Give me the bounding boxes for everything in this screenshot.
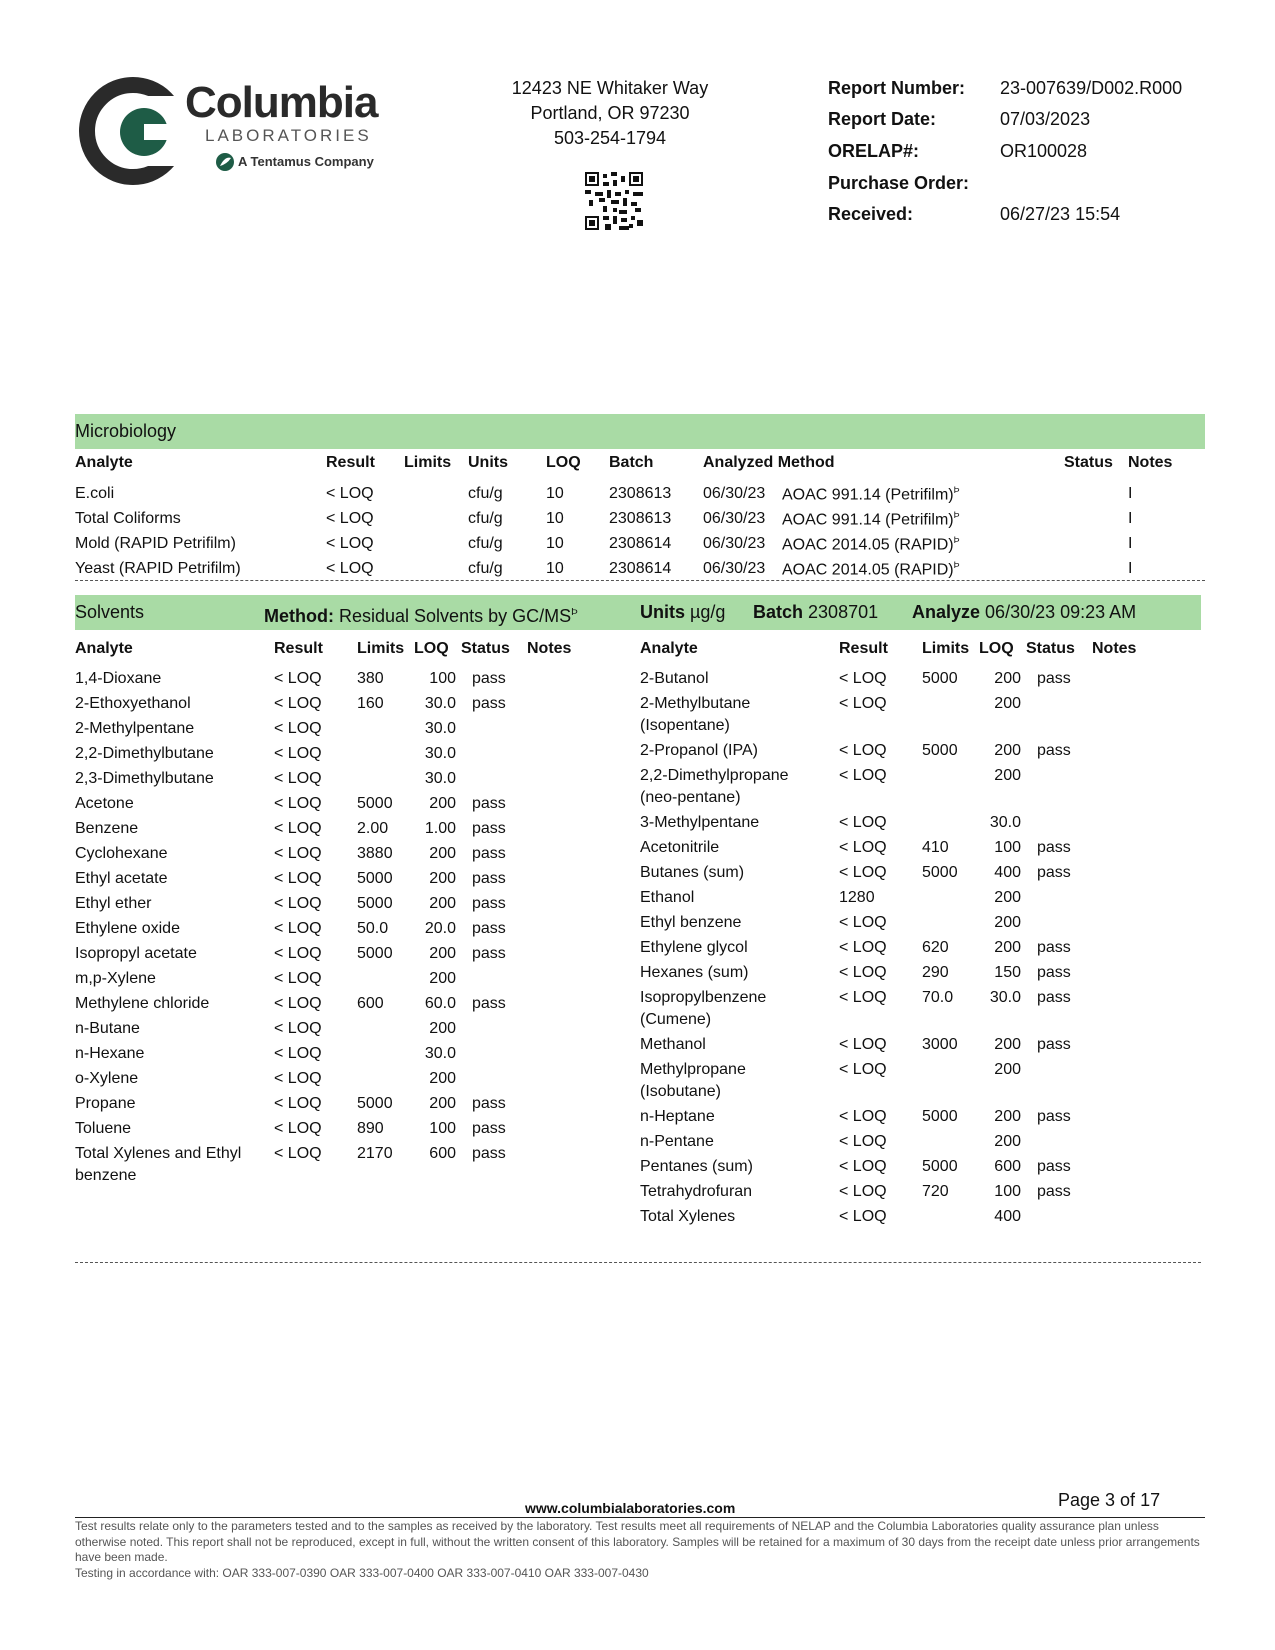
solv-limits: 5000: [357, 1095, 393, 1112]
solv-analyte: Methanol: [640, 1036, 706, 1053]
solv-result: < LOQ: [274, 1145, 322, 1162]
solv-analyte: 2-Butanol: [640, 670, 709, 687]
solv-result: < LOQ: [274, 720, 322, 737]
solv-result: < LOQ: [839, 814, 887, 831]
solv-loq: 200: [429, 795, 456, 812]
report-field-label: ORELAP#:: [828, 141, 920, 161]
solv-limits: 5000: [922, 1158, 958, 1175]
solv-status: pass: [472, 670, 506, 687]
solv-limits: 5000: [922, 742, 958, 759]
solv-status: pass: [1037, 670, 1071, 687]
solv-loq: 100: [429, 1120, 456, 1137]
solv-limits: 3000: [922, 1036, 958, 1053]
address-city: Portland, OR 97230: [530, 103, 690, 123]
solv-limits: 410: [922, 839, 949, 856]
micro-units: cfu/g: [468, 510, 503, 527]
solvents-analyze-label: Analyze: [912, 602, 981, 622]
solv-result: < LOQ: [274, 745, 322, 762]
micro-analyte: Yeast (RAPID Petrifilm): [75, 560, 241, 577]
solv-analyte: n-Hexane: [75, 1045, 145, 1062]
micro-method-mark: Þ: [953, 510, 960, 520]
solv-analyte: Ethyl benzene: [640, 914, 742, 931]
solvents-batch-value: 2308701: [808, 602, 879, 622]
solv-result: < LOQ: [839, 767, 887, 784]
micro-col-analyte: Analyte: [75, 454, 133, 471]
solv-loq: 200: [994, 670, 1021, 687]
solv-result: < LOQ: [839, 1036, 887, 1053]
solv-loq: 30.0: [989, 989, 1021, 1006]
solv-result: < LOQ: [839, 914, 887, 931]
solv-analyte-cont: benzene: [75, 1167, 137, 1184]
solv-col-analyte: Analyte: [640, 640, 698, 657]
logo-tagline: A Tentamus Company: [238, 154, 374, 169]
solv-analyte: Ethyl acetate: [75, 870, 168, 887]
solv-col-status: Status: [1026, 640, 1075, 657]
solv-result: < LOQ: [274, 795, 322, 812]
micro-col-result: Result: [326, 454, 375, 471]
micro-method-text: AOAC 991.14 (Petrifilm): [782, 486, 954, 504]
solv-status: pass: [1037, 1108, 1071, 1125]
solv-result: < LOQ: [839, 1183, 887, 1200]
solv-analyte: Ethanol: [640, 889, 695, 906]
solv-limits: 720: [922, 1183, 949, 1200]
micro-batch: 2308614: [609, 560, 672, 577]
solv-analyte: Ethylene glycol: [640, 939, 748, 956]
solv-status: pass: [472, 1145, 506, 1162]
solv-status: pass: [1037, 964, 1071, 981]
solvents-title: Solvents: [75, 602, 145, 622]
micro-batch: 2308614: [609, 535, 672, 552]
report-field-label: Report Number:: [828, 78, 966, 98]
solv-loq: 200: [994, 1036, 1021, 1053]
report-field-value: OR100028: [1000, 141, 1088, 161]
solv-limits: 70.0: [922, 989, 954, 1006]
micro-method: [782, 560, 960, 579]
solv-analyte: 2,2-Dimethylpropane: [640, 767, 789, 784]
solv-limits: 160: [357, 695, 384, 712]
solvents-units-label: Units: [640, 602, 685, 622]
solv-analyte: Methylpropane: [640, 1061, 746, 1078]
solv-loq: 20.0: [424, 920, 456, 937]
solv-result: < LOQ: [839, 989, 887, 1006]
micro-loq: 10: [546, 535, 564, 552]
page-number: Page 3 of 17: [1058, 1490, 1161, 1510]
solv-result: 1280: [839, 889, 875, 906]
logo-subtitle: LABORATORIES: [205, 126, 372, 145]
solv-status: pass: [472, 870, 506, 887]
solv-analyte: 2-Propanol (IPA): [640, 742, 758, 759]
solv-limits: 380: [357, 670, 384, 687]
solv-col-analyte: Analyte: [75, 640, 133, 657]
solv-analyte: Total Xylenes and Ethyl: [75, 1145, 242, 1162]
logo-wordmark: Columbia: [185, 78, 378, 127]
solv-status: pass: [1037, 864, 1071, 881]
solv-result: < LOQ: [274, 1070, 322, 1087]
micro-method-text: AOAC 991.14 (Petrifilm): [782, 511, 954, 529]
solv-loq: 200: [429, 870, 456, 887]
solv-result: < LOQ: [274, 1095, 322, 1112]
solvents-batch-label: Batch: [753, 602, 804, 622]
solvents-band: [75, 595, 1201, 630]
solv-analyte: n-Heptane: [640, 1108, 715, 1125]
solv-result: < LOQ: [839, 839, 887, 856]
solv-limits: 600: [357, 995, 384, 1012]
solv-analyte: 2-Ethoxyethanol: [75, 695, 191, 712]
solv-loq: 600: [994, 1158, 1021, 1175]
solv-status: pass: [1037, 1183, 1071, 1200]
solv-analyte: Isopropylbenzene: [640, 989, 767, 1006]
solv-status: pass: [472, 795, 506, 812]
solv-limits: 5000: [922, 1108, 958, 1125]
solvents-analyze: [912, 595, 1136, 630]
solv-analyte: Ethyl ether: [75, 895, 152, 912]
solv-result: < LOQ: [274, 920, 322, 937]
solv-loq: 30.0: [424, 770, 456, 787]
micro-col-limits: Limits: [404, 454, 452, 471]
solv-loq: 600: [429, 1145, 456, 1162]
micro-loq: 10: [546, 485, 564, 502]
solv-result: < LOQ: [839, 695, 887, 712]
solv-status: pass: [1037, 989, 1071, 1006]
solv-result: < LOQ: [274, 945, 322, 962]
solv-col-result: Result: [839, 640, 888, 657]
solv-status: pass: [472, 920, 506, 937]
solv-analyte: Toluene: [75, 1120, 132, 1137]
solv-result: < LOQ: [274, 770, 322, 787]
solv-status: pass: [1037, 742, 1071, 759]
solv-col-notes: Notes: [527, 640, 572, 657]
solv-status: pass: [472, 1095, 506, 1112]
solv-analyte: Methylene chloride: [75, 995, 210, 1012]
micro-units: cfu/g: [468, 485, 503, 502]
micro-method-mark: Þ: [953, 485, 960, 495]
solv-analyte: Propane: [75, 1095, 136, 1112]
solvents-method: [264, 595, 578, 634]
solv-analyte: Isopropyl acetate: [75, 945, 197, 962]
solvents-units: [640, 595, 725, 630]
footer-compliance: Testing in accordance with: OAR 333-007-0390 OAR 333-007-0400 OAR 333-007-0410 OAR 333-007-0430: [75, 1566, 649, 1580]
micro-units: cfu/g: [468, 535, 503, 552]
solv-analyte: m,p-Xylene: [75, 970, 156, 987]
solv-analyte-cont: (Isobutane): [640, 1083, 721, 1100]
solv-result: < LOQ: [274, 970, 322, 987]
solv-loq: 200: [994, 939, 1021, 956]
solv-loq: 30.0: [424, 745, 456, 762]
micro-col-method: Analyzed Method: [703, 454, 835, 471]
solv-col-status: Status: [461, 640, 510, 657]
micro-notes: I: [1128, 485, 1133, 502]
solv-result: < LOQ: [839, 742, 887, 759]
solvents-analyze-value: 06/30/23 09:23 AM: [985, 602, 1137, 622]
solv-loq: 100: [429, 670, 456, 687]
solv-analyte: o-Xylene: [75, 1070, 139, 1087]
micro-col-notes: Notes: [1128, 454, 1173, 471]
solv-analyte: n-Butane: [75, 1020, 140, 1037]
micro-notes: I: [1128, 510, 1133, 527]
micro-date: 06/30/23: [703, 485, 766, 502]
solv-limits: 5000: [357, 870, 393, 887]
solv-loq: 200: [429, 1095, 456, 1112]
micro-units: cfu/g: [468, 560, 503, 577]
solv-analyte: 2-Methylbutane: [640, 695, 751, 712]
solv-loq: 200: [429, 1020, 456, 1037]
micro-col-loq: LOQ: [546, 454, 581, 471]
solv-analyte: n-Pentane: [640, 1133, 714, 1150]
solv-loq: 1.00: [424, 820, 456, 837]
micro-method: [782, 485, 960, 504]
solvents-method-value: Residual Solvents by GC/MS: [339, 606, 572, 626]
solv-limits: 620: [922, 939, 949, 956]
solv-limits: 50.0: [357, 920, 389, 937]
solv-loq: 30.0: [424, 1045, 456, 1062]
solv-limits: 890: [357, 1120, 384, 1137]
microbiology-title: Microbiology: [75, 421, 177, 441]
solv-analyte: Pentanes (sum): [640, 1158, 753, 1175]
solv-result: < LOQ: [839, 1158, 887, 1175]
solv-loq: 30.0: [424, 695, 456, 712]
solv-status: pass: [472, 845, 506, 862]
solv-analyte: Cyclohexane: [75, 845, 168, 862]
solv-limits: 5000: [357, 795, 393, 812]
micro-loq: 10: [546, 560, 564, 577]
solv-limits: 290: [922, 964, 949, 981]
solv-col-loq: LOQ: [414, 640, 449, 657]
solv-limits: 2.00: [357, 820, 389, 837]
solv-result: < LOQ: [839, 1108, 887, 1125]
solv-loq: 200: [429, 845, 456, 862]
report-field-value: 07/03/2023: [1000, 109, 1091, 129]
micro-col-units: Units: [468, 454, 508, 471]
solvents-batch: [753, 595, 878, 630]
report-field-label: Received:: [828, 204, 914, 224]
solv-loq: 200: [994, 914, 1021, 931]
micro-loq: 10: [546, 510, 564, 527]
solv-loq: 200: [994, 1133, 1021, 1150]
solv-loq: 200: [429, 945, 456, 962]
solv-status: pass: [1037, 939, 1071, 956]
solv-loq: 150: [994, 964, 1021, 981]
solv-limits: 5000: [357, 945, 393, 962]
solv-analyte: Total Xylenes: [640, 1208, 736, 1225]
solv-loq: 100: [994, 1183, 1021, 1200]
micro-method-mark: Þ: [953, 560, 960, 570]
qr-code-icon: [585, 172, 643, 230]
micro-result: < LOQ: [326, 560, 374, 577]
solvents-divider: [75, 1262, 1201, 1263]
solv-col-notes: Notes: [1092, 640, 1137, 657]
address-phone: 503-254-1794: [553, 128, 667, 148]
solv-analyte: 1,4-Dioxane: [75, 670, 162, 687]
solv-col-limits: Limits: [922, 640, 970, 657]
micro-result: < LOQ: [326, 535, 374, 552]
solvents-units-value: µg/g: [690, 602, 726, 622]
solv-result: < LOQ: [839, 964, 887, 981]
solv-limits: 5000: [922, 864, 958, 881]
solv-status: pass: [472, 945, 506, 962]
solv-result: < LOQ: [839, 1061, 887, 1078]
solv-analyte: 2,3-Dimethylbutane: [75, 770, 214, 787]
footer-rule: [75, 1517, 1205, 1518]
solv-loq: 400: [994, 864, 1021, 881]
solv-analyte: Acetonitrile: [640, 839, 720, 856]
solv-result: < LOQ: [839, 939, 887, 956]
solv-analyte: Ethylene oxide: [75, 920, 180, 937]
micro-analyte: Mold (RAPID Petrifilm): [75, 535, 236, 552]
solv-loq: 100: [994, 839, 1021, 856]
report-field-label: Report Date:: [828, 109, 937, 129]
solv-status: pass: [472, 695, 506, 712]
solv-col-loq: LOQ: [979, 640, 1014, 657]
columbia-logo-mark: [78, 76, 188, 186]
solv-loq: 200: [994, 767, 1021, 784]
solv-analyte-cont: (Isopentane): [640, 717, 730, 734]
report-field-value: 06/27/23 15:54: [1000, 204, 1121, 224]
micro-col-status: Status: [1064, 454, 1113, 471]
solv-analyte-cont: (neo-pentane): [640, 789, 741, 806]
solv-loq: 60.0: [424, 995, 456, 1012]
solv-result: < LOQ: [839, 1133, 887, 1150]
solv-analyte: Acetone: [75, 795, 134, 812]
solv-analyte: 2-Methylpentane: [75, 720, 195, 737]
microbiology-divider: [75, 580, 1205, 581]
micro-method-mark: Þ: [953, 535, 960, 545]
micro-batch: 2308613: [609, 485, 672, 502]
micro-date: 06/30/23: [703, 510, 766, 527]
solv-analyte: 2,2-Dimethylbutane: [75, 745, 214, 762]
solv-analyte: Benzene: [75, 820, 139, 837]
solv-loq: 400: [994, 1208, 1021, 1225]
solvents-method-mark: Þ: [571, 607, 578, 618]
solv-loq: 200: [994, 889, 1021, 906]
solv-loq: 200: [994, 1061, 1021, 1078]
solv-result: < LOQ: [839, 1208, 887, 1225]
solv-loq: 200: [994, 1108, 1021, 1125]
solv-loq: 200: [994, 742, 1021, 759]
solv-result: < LOQ: [274, 670, 322, 687]
solv-result: < LOQ: [274, 870, 322, 887]
micro-col-batch: Batch: [609, 454, 654, 471]
micro-method-text: AOAC 2014.05 (RAPID): [782, 536, 954, 554]
micro-method-text: AOAC 2014.05 (RAPID): [782, 561, 954, 579]
micro-method: [782, 535, 960, 554]
micro-notes: I: [1128, 535, 1133, 552]
solv-loq: 200: [429, 895, 456, 912]
micro-batch: 2308613: [609, 510, 672, 527]
solv-loq: 30.0: [989, 814, 1021, 831]
solv-result: < LOQ: [274, 695, 322, 712]
solv-col-limits: Limits: [357, 640, 405, 657]
solv-status: pass: [1037, 839, 1071, 856]
solv-status: pass: [472, 995, 506, 1012]
solv-limits: 5000: [357, 895, 393, 912]
solv-col-result: Result: [274, 640, 323, 657]
footer-disclaimer: Test results relate only to the parameters tested and to the samples as received by the laboratory. Test results meet all requirements of NELAP and the Columbia Laboratories quality assurance plan unless otherwise noted. This report shall not be reproduced, except in full, without the written consent of this laboratory. Samples will be retained for a maximum of 30 days from the receipt date unless prior arrangements have been made.: [75, 1519, 1200, 1564]
solv-result: < LOQ: [839, 670, 887, 687]
tentamus-leaf-icon: [215, 152, 235, 172]
solv-result: < LOQ: [274, 845, 322, 862]
solv-status: pass: [472, 895, 506, 912]
report-field-label: Purchase Order:: [828, 173, 970, 193]
solv-analyte: 3-Methylpentane: [640, 814, 760, 831]
micro-result: < LOQ: [326, 485, 374, 502]
solv-loq: 200: [429, 970, 456, 987]
solv-result: < LOQ: [274, 895, 322, 912]
solv-analyte: Hexanes (sum): [640, 964, 749, 981]
solv-status: pass: [472, 820, 506, 837]
micro-analyte: Total Coliforms: [75, 510, 181, 527]
micro-result: < LOQ: [326, 510, 374, 527]
micro-method: [782, 510, 960, 529]
solv-result: < LOQ: [274, 1045, 322, 1062]
solv-result: < LOQ: [839, 864, 887, 881]
solv-result: < LOQ: [274, 1020, 322, 1037]
solv-analyte: Tetrahydrofuran: [640, 1183, 753, 1200]
solv-loq: 200: [429, 1070, 456, 1087]
solv-status: pass: [472, 1120, 506, 1137]
solv-loq: 30.0: [424, 720, 456, 737]
solv-analyte-cont: (Cumene): [640, 1011, 712, 1028]
solv-status: pass: [1037, 1036, 1071, 1053]
micro-analyte: E.coli: [75, 485, 115, 502]
address-street: 12423 NE Whitaker Way: [511, 78, 709, 98]
solv-limits: 2170: [357, 1145, 393, 1162]
report-field-value: 23-007639/D002.R000: [1000, 78, 1183, 98]
solv-limits: 5000: [922, 670, 958, 687]
micro-notes: I: [1128, 560, 1133, 577]
micro-date: 06/30/23: [703, 535, 766, 552]
solvents-method-label: Method:: [264, 606, 334, 626]
solv-result: < LOQ: [274, 820, 322, 837]
solv-result: < LOQ: [274, 995, 322, 1012]
solv-status: pass: [1037, 1158, 1071, 1175]
solv-analyte: Butanes (sum): [640, 864, 745, 881]
footer-url-link[interactable]: www.columbialaboratories.com: [525, 1500, 736, 1516]
solv-result: < LOQ: [274, 1120, 322, 1137]
solv-limits: 3880: [357, 845, 393, 862]
solv-loq: 200: [994, 695, 1021, 712]
micro-date: 06/30/23: [703, 560, 766, 577]
microbiology-band: [75, 414, 1205, 449]
